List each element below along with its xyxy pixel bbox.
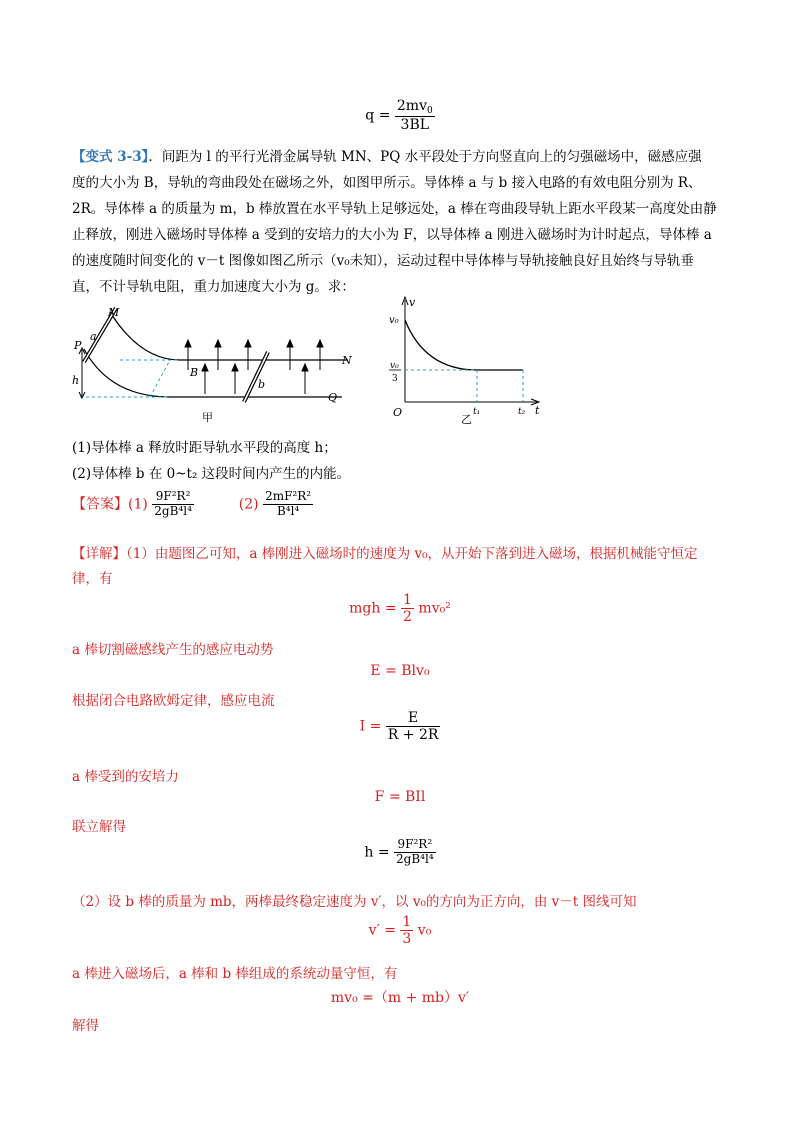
answer-tag: 【答案】 [72, 496, 128, 513]
eq-current [0, 710, 800, 743]
answer-frac-2-num: 2mF²R² [265, 489, 312, 503]
label-v0-third-num: v₀ [390, 361, 399, 371]
formula-fraction [395, 98, 435, 133]
eq-force: F = BIl [374, 789, 426, 805]
eq-final-velocity [0, 914, 800, 947]
answer-p1: (1) [128, 496, 148, 513]
label-v0-third-den: 3 [392, 374, 398, 384]
eq-height-frac [394, 838, 436, 867]
question-1: (1)导体棒 a 释放时距导轨水平段的高度 h； [72, 440, 337, 456]
answer-p2: (2) [238, 496, 259, 513]
label-P: P [74, 339, 82, 352]
formula-den: 3BL [400, 117, 430, 134]
detail-line-2: 律，有 [72, 571, 113, 587]
detail-line-4: 根据闭合电路欧姆定律，感应电流 [72, 693, 275, 709]
problem-tag: 【变式 3-3】 [72, 149, 149, 165]
label-t1: t₁ [473, 407, 481, 417]
problem-line-1 [72, 145, 702, 165]
answer-frac-2-den: B⁴l⁴ [276, 503, 300, 518]
rail-MN [110, 312, 348, 360]
eq-energy [0, 592, 800, 625]
eq-energy-frac [401, 592, 414, 625]
eq-energy-num: 1 [403, 592, 412, 608]
label-v0: v₀ [389, 315, 399, 326]
problem-line-2: 度的大小为 B，导轨的弯曲段处在磁场之外，如图甲所示。导体棒 a 与 b 接入电路的有效电阻分别为 R、 [72, 175, 702, 191]
label-t2: t₂ [518, 407, 526, 417]
answer-line [72, 490, 313, 519]
eq-emf: E = Blv₀ [370, 663, 430, 679]
eq-energy-rhs: mv₀² [418, 600, 451, 617]
problem-line-4: 止释放，刚进入磁场时导体棒 a 受到的安培力的大小为 F，以导体棒 a 刚进入磁场时为计时起点，导体棒 a [72, 227, 712, 243]
detail-line-3: a 棒切割磁感线产生的感应电动势 [72, 642, 274, 658]
detail-text-1: （1）由题图乙可知，a 棒刚进入磁场时的速度为 v₀，从开始下落到进入磁场，根据机械能守恒定 [126, 546, 698, 562]
eq-final-velocity-frac [400, 914, 413, 947]
answer-frac-2 [263, 490, 313, 519]
detail-line-8: a 棒进入磁场后，a 棒和 b 棒组成的系统动量守恒，有 [72, 966, 398, 982]
problem-line-3: 2R。导体棒 a 的质量为 m，b 棒放置在水平导轨上足够远处，a 棒在弯曲段导轨上距水平段某一高度处由静 [72, 201, 717, 217]
top-formula [0, 98, 800, 133]
eq-current-frac [386, 710, 441, 743]
formula-num-sub: 0 [426, 106, 433, 116]
label-t: t [535, 404, 540, 417]
caption-jia: 甲 [202, 411, 213, 424]
dashed-line-diag [150, 360, 170, 397]
label-b: b [258, 378, 266, 391]
question-2: (2)导体棒 b 在 0~t₂ 这段时间内产生的内能。 [72, 466, 351, 482]
answer-frac-1-den: 2gB⁴l⁴ [154, 503, 192, 518]
eq-energy-lhs: mgh = [349, 600, 397, 617]
label-h: h [72, 374, 80, 387]
formula-num: 2mv [396, 98, 427, 114]
eq-final-velocity-num: 1 [402, 914, 412, 930]
formula-lhs: q = [365, 107, 391, 124]
rail-PQ [84, 349, 342, 397]
detail-line-5: a 棒受到的安培力 [72, 769, 179, 785]
eq-momentum: mv₀ =（m + mb）v′ [330, 990, 470, 1006]
eq-height-den: 2gB⁴l⁴ [396, 851, 434, 866]
detail-line-9: 解得 [72, 1018, 99, 1034]
eq-final-velocity-rhs: v₀ [417, 922, 432, 939]
eq-final-velocity-lhs: v′ = [368, 922, 396, 939]
label-v: v [409, 296, 416, 309]
label-Q: Q [328, 391, 338, 404]
eq-energy-den: 2 [403, 609, 412, 626]
eq-height-num: 9F²R² [394, 838, 436, 853]
eq-final-velocity-den: 3 [402, 931, 412, 948]
eq-height-lhs: h = [364, 844, 390, 861]
label-a: a [90, 330, 97, 343]
detail-tag: 【详解】 [72, 546, 126, 562]
detail-line-6: 联立解得 [72, 819, 126, 835]
label-M: M [108, 306, 120, 319]
detail-line-1 [72, 542, 698, 562]
answer-frac-1 [152, 490, 194, 519]
eq-current-num: E [386, 710, 441, 727]
problem-line-5: 的速度随时间变化的 v－t 图像如图乙所示（v₀未知），运动过程中导体棒与导轨接触良好且始终与导轨垂 [72, 253, 694, 269]
problem-line-6: 直，不计导轨电阻，重力加速度大小为 g。求： [72, 279, 355, 295]
label-O: O [393, 406, 403, 419]
figure-rails-diagram [70, 302, 360, 424]
caption-yi: 乙 [461, 413, 472, 426]
detail-line-7: （2）设 b 棒的质量为 mb，两棒最终稳定速度为 v′，以 v₀的方向为正方向，由 v－t 图线可知 [72, 894, 637, 910]
label-B: B [190, 366, 199, 379]
eq-current-den: R + 2R [387, 727, 439, 744]
eq-height [0, 838, 800, 867]
figure-vt-graph [385, 292, 550, 427]
label-N: N [342, 354, 352, 367]
vt-curve [405, 320, 523, 370]
field-arrows [185, 340, 323, 394]
answer-frac-1-num: 9F²R² [152, 490, 194, 505]
problem-text-1: ．间距为 l 的平行光滑金属导轨 MN、PQ 水平段处于方向竖直向上的匀强磁场中，磁感应强 [148, 149, 702, 165]
eq-current-lhs: I = [359, 718, 382, 735]
